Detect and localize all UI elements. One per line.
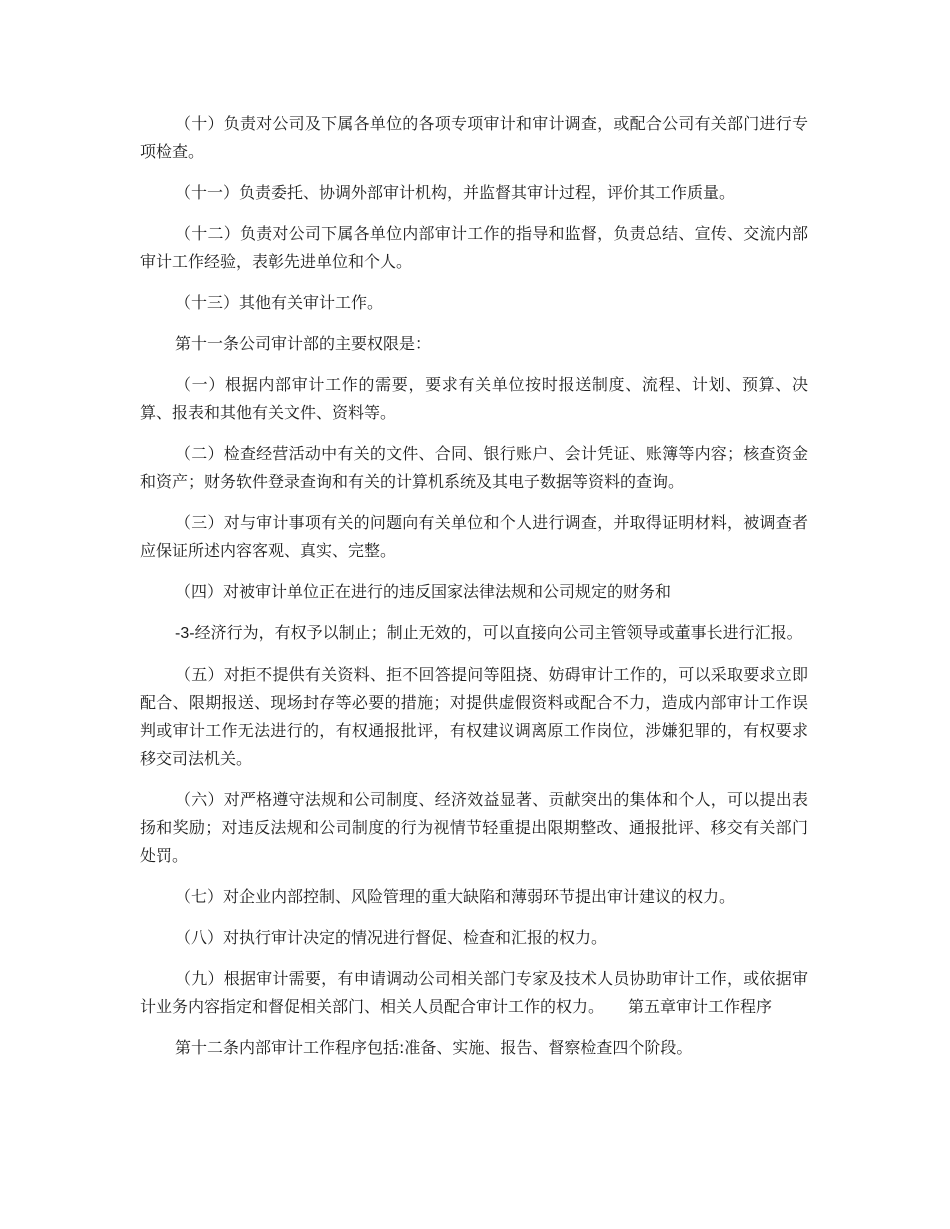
authority-item-7: （七）对企业内部控制、风险管理的重大缺陷和薄弱环节提出审计建议的权力。	[175, 887, 736, 906]
article-12: 第十二条内部审计工作程序包括:准备、实施、报告、督察检查四个阶段。	[175, 1038, 693, 1057]
authority-item-4-continued-text: 经济行为，有权予以制止；制止无效的，可以直接向公司主管领导或董事长进行汇报。	[194, 623, 803, 642]
paragraph-item-10: （十）负责对公司及下属各单位的各项专项审计和审计调查，或配合公司有关部门进行专项检查。	[140, 114, 808, 161]
authority-item-4: （四）对被审计单位正在进行的违反国家法律法规和公司规定的财务和	[175, 582, 672, 601]
authority-item-5: （五）对拒不提供有关资料、拒不回答提问等阻挠、妨碍审计工作的，可以采取要求立即配合、限期报送、现场封存等必要的措施；对提供虚假资料或配合不力，造成内部审计工作误判或审计工作无法进行的，有权通报批评，有权建议调离原工作岗位，涉嫌犯罪的，有权要求移交司法机关。	[140, 665, 808, 768]
authority-item-6: （六）对严格遵守法规和公司制度、经济效益显著、贡献突出的集体和个人，可以提出表扬和奖励；对违反法规和公司制度的行为视情节轻重提出限期整改、通报批评、移交有关部门处罚。	[140, 790, 808, 865]
paragraph-item-11: （十一）负责委托、协调外部审计机构，并监督其审计过程，评价其工作质量。	[175, 183, 736, 202]
paragraph-item-13: （十三）其他有关审计工作。	[175, 293, 384, 312]
authority-item-1: （一）根据内部审计工作的需要，要求有关单位按时报送制度、流程、计划、预算、决算、报表和其他有关文件、资料等。	[140, 375, 808, 422]
authority-item-3: （三）对与审计事项有关的问题向有关单位和个人进行调查，并取得证明材料，被调查者应保证所述内容客观、真实、完整。	[140, 513, 808, 560]
authority-item-4-continued	[140, 619, 808, 648]
article-11-heading: 第十一条公司审计部的主要权限是：	[175, 334, 432, 353]
authority-item-9: （九）根据审计需要，有申请调动公司相关部门专家及技术人员协助审计工作，或依据审计业务内容指定和督促相关部门、相关人员配合审计工作的权力。 第五章审计工作程序	[140, 969, 808, 1016]
paragraph-item-12: （十二）负责对公司下属各单位内部审计工作的指导和监督，负责总结、宣传、交流内部审计工作经验，表彰先进单位和个人。	[140, 224, 808, 271]
authority-item-8: （八）对执行审计决定的情况进行督促、检查和汇报的权力。	[175, 928, 608, 947]
document-body	[140, 110, 808, 1075]
page-number: -3-	[175, 625, 195, 642]
authority-item-2: （二）检查经营活动中有关的文件、合同、银行账户、会计凭证、账簿等内容；核查资金和资产；财务软件登录查询和有关的计算机系统及其电子数据等资料的查询。	[140, 444, 808, 491]
